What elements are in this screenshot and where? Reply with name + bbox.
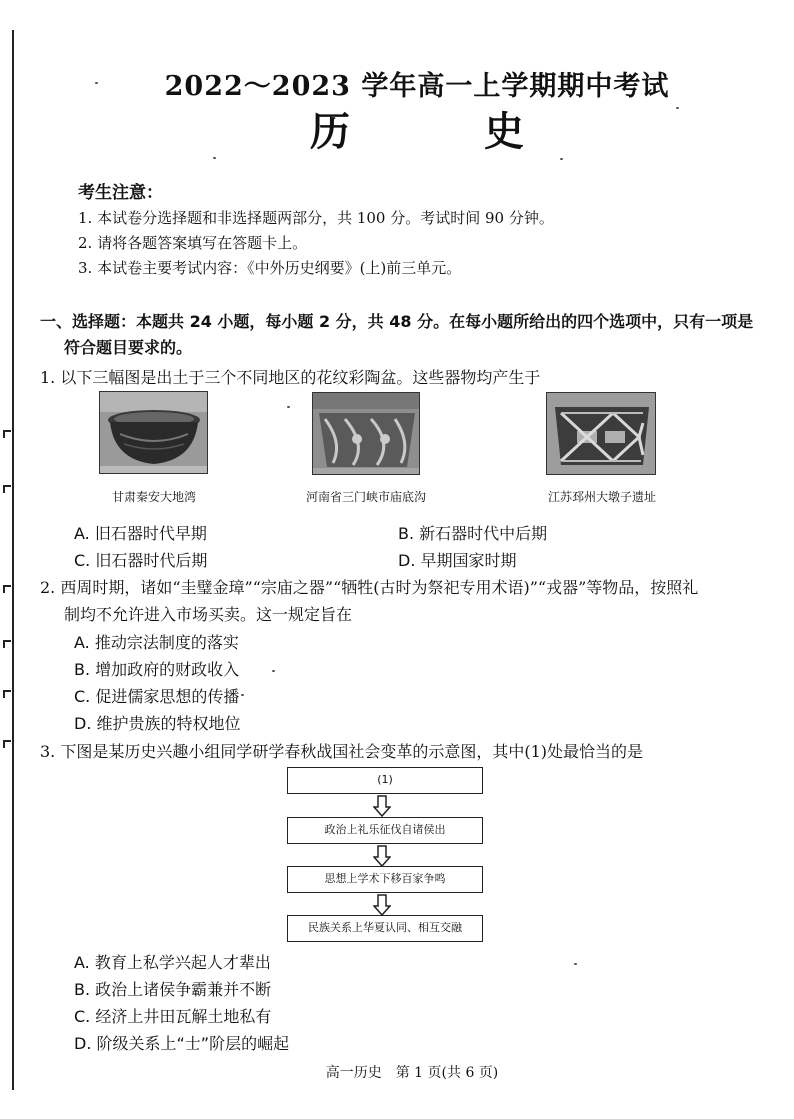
scan-speck [272,670,275,672]
flow-box-2: 政治上礼乐征伐自诸侯出 [287,817,483,844]
question-3-stem: 3. 下图是某历史兴趣小组同学研学春秋战国社会变革的示意图，其中(1)处最恰当的是 [40,742,644,761]
binding-margin-mark [3,640,11,648]
question-2-stem-cont: 制均不允许进入市场买卖。这一规定旨在 [64,605,353,624]
flow-box-3: 思想上学术下移百家争鸣 [287,866,483,893]
q3-option-a: A. 教育上私学兴起人才辈出 [74,953,271,972]
page-footer: 高一历史 第 1 页(共 6 页) [325,1065,499,1081]
notice-item: 1. 本试卷分选择题和非选择题两部分，共 100 分。考试时间 90 分钟。 [78,209,554,227]
exam-title: 2022～2023 学年高一上学期期中考试 [164,71,670,102]
notice-title: 考生注意： [78,183,163,203]
scan-speck [213,157,216,159]
binding-margin-mark [3,690,11,698]
notice-item: 3. 本试卷主要考试内容：《中外历史纲要》(上)前三单元。 [78,259,462,277]
pottery-photo-dadunzi [546,392,656,475]
pottery-photo-miaodigou [312,392,420,475]
q2-option-b: B. 增加政府的财政收入 [74,660,240,679]
section-heading-cont: 符合题目要求的。 [64,338,193,357]
question-1-stem: 1. 以下三幅图是出土于三个不同地区的花纹彩陶盆。这些器物均产生于 [40,368,541,387]
q1-option-b: B. 新石器时代中后期 [398,524,548,543]
binding-margin-mark [3,740,11,748]
binding-margin-line [12,30,14,1090]
subject-title: 历 史 [310,108,584,155]
scan-speck [241,694,244,696]
q2-option-c: C. 促进儒家思想的传播 [74,687,240,706]
question-2-stem: 2. 西周时期，诸如“圭璧金璋”“宗庙之器”“牺牲(古时为祭祀专用术语)”“戎器”等物品，按照礼 [40,578,699,597]
notice-item: 2. 请将各题答案填写在答题卡上。 [78,234,308,252]
scan-speck [574,963,577,965]
flow-box-4: 民族关系上华夏认同、相互交融 [287,915,483,942]
q3-option-b: B. 政治上诸侯争霸兼并不断 [74,980,272,999]
q1-option-c: C. 旧石器时代后期 [74,551,208,570]
binding-margin-mark [3,585,11,593]
flow-arrow-icon [373,894,391,916]
pottery-photo-dadiwan [99,391,208,474]
photo-caption: 河南省三门峡市庙底沟 [305,490,426,504]
binding-margin-mark [3,485,11,493]
flow-arrow-icon [373,845,391,867]
q3-option-c: C. 经济上井田瓦解土地私有 [74,1007,272,1026]
scan-speck [560,158,563,160]
flow-arrow-icon [373,795,391,817]
section-heading: 一、选择题：本题共 24 小题，每小题 2 分，共 48 分。在每小题所给出的四个选项中，只有一项是 [40,312,754,331]
scan-speck [287,406,290,408]
binding-margin-mark [3,430,11,438]
q1-option-d: D. 早期国家时期 [398,551,517,570]
q3-option-d: D. 阶级关系上“士”阶层的崛起 [74,1034,290,1053]
photo-caption: 甘肃秦安大地湾 [111,490,196,504]
q1-option-a: A. 旧石器时代早期 [74,524,207,543]
q2-option-d: D. 维护贵族的特权地位 [74,714,241,733]
photo-caption: 江苏邳州大墩子遗址 [547,490,656,504]
flow-box-1: (1) [287,767,483,794]
q2-option-a: A. 推动宗法制度的落实 [74,633,239,652]
